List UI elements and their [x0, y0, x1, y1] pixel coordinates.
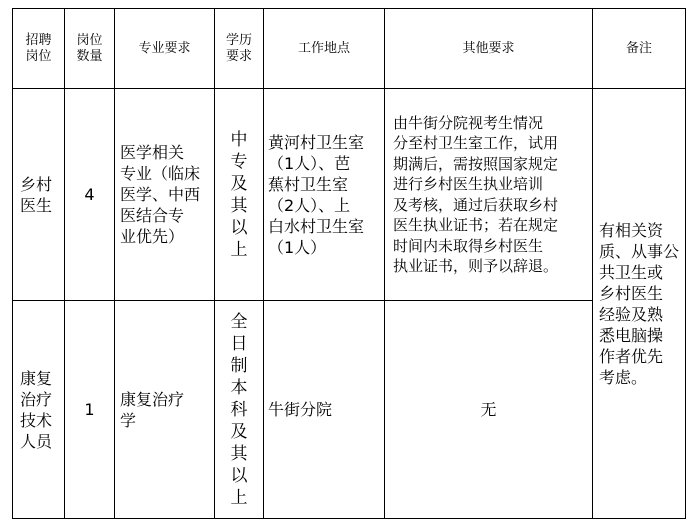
row1-other: 由牛街分院视考生情况 分至村卫生室工作，试用 期满后，需按照国家规定 进行乡村医生执业培训 及考核，通过后获取乡村 医生执业证书；若在规定 时间内未取得乡村医生 执业证书，则予以辞退。 [393, 113, 559, 275]
row2-other: 无 [480, 400, 497, 419]
header-other: 其他要求 [462, 40, 515, 56]
header-education: 学历 要求 [225, 32, 252, 64]
header-count: 岗位 数量 [76, 32, 103, 64]
row1-count: 4 [84, 185, 95, 204]
row2-education-cell [215, 301, 263, 518]
row2-location: 牛街分院 [268, 400, 333, 419]
header-position: 招聘 岗位 [25, 32, 52, 64]
row2-major: 康复治疗 学 [120, 389, 185, 430]
row2-education: 全日制本科及其以上 [230, 311, 248, 508]
row1-location: 黄河村卫生室 （1人）、芭 蕉村卫生室 （2人）、上 白水村卫生室 （1人） [268, 132, 365, 257]
row2-position: 康复 治疗 技术 人员 [20, 368, 53, 451]
header-location: 工作地点 [297, 40, 350, 56]
row2-count: 1 [84, 400, 95, 419]
header-major: 专业要求 [138, 40, 191, 56]
recruitment-table [12, 8, 686, 519]
row1-education-cell [215, 89, 263, 300]
row1-education: 中专及其以上 [230, 129, 248, 260]
remarks: 有相关资 质、从事公 共卫生或 乡村医生 经验及熟 悉电脑操 作者优先 考虑。 [599, 220, 680, 387]
header-remarks: 备注 [625, 40, 652, 56]
row1-major: 医学相关 专业（临床 医学、中西 医结合专 业优先） [120, 143, 201, 246]
row1-position: 乡村 医生 [20, 174, 53, 215]
